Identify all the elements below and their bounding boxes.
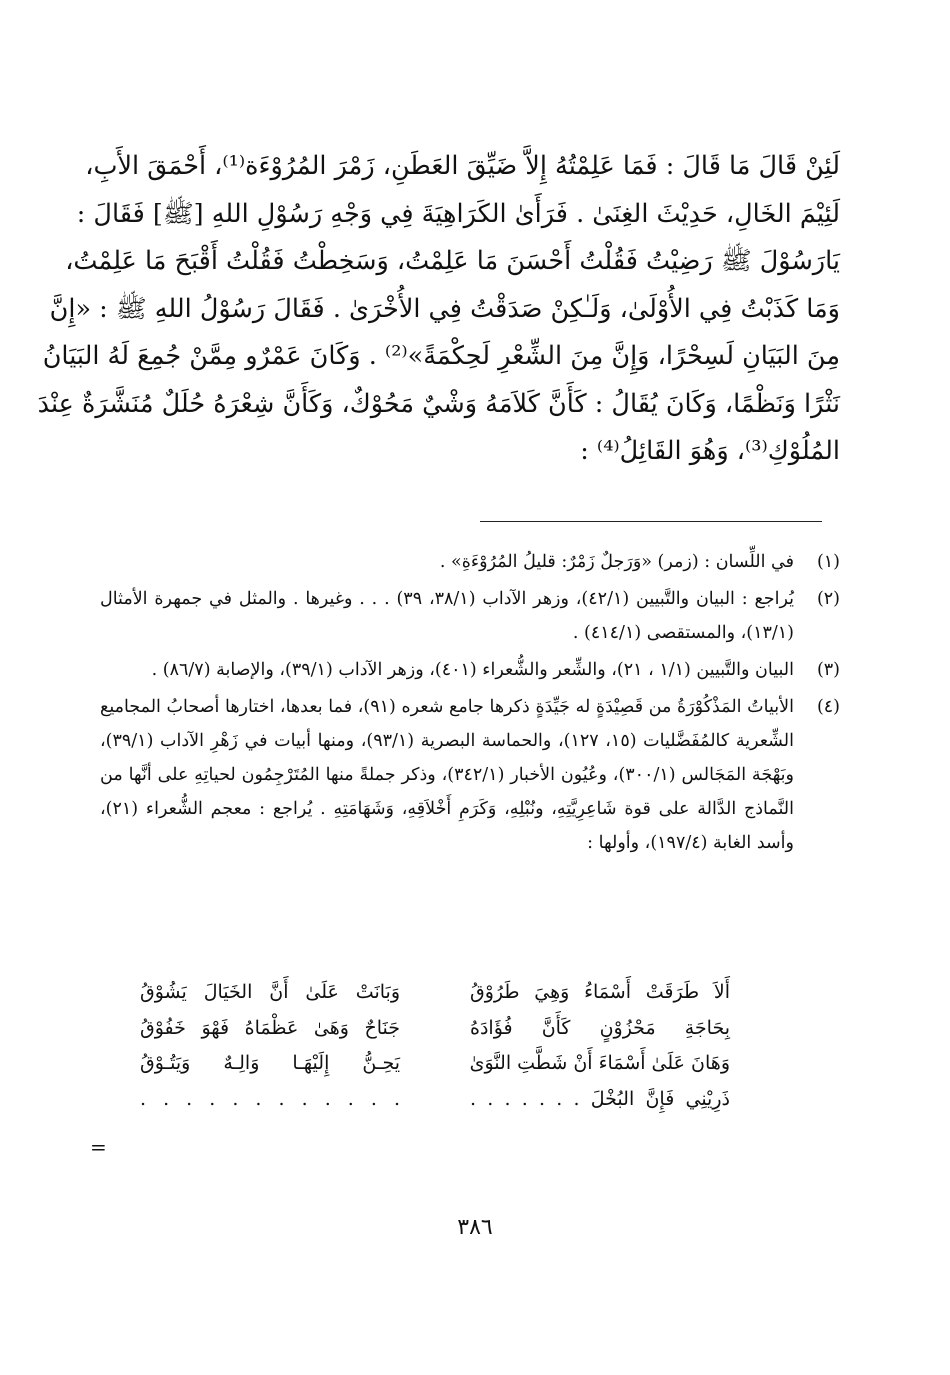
footnote-text: البيان والتَّبيين (١/١ ، ٢١)، والشِّعر والشُّعراء (٤٠١)، وزهر الآداب (٣٩/١)، والإصابة (٨٦/٧) .	[151, 660, 794, 680]
poem-verse	[140, 1011, 730, 1047]
poem-second-hemistich: وَبَانَتْ عَلَىٰ أَنَّ الخَيَالَ يَشُوْقُ	[140, 981, 400, 1003]
footnote-number: (٣)	[816, 660, 840, 680]
poem-verse	[140, 1046, 730, 1082]
main-text-line: لَئِيْمَ الخَالِ، حَدِيْثَ الغِنَىٰ . فَرَأَىٰ الكَرَاهِيَةَ فِي وَجْهِ رَسُوْلِ اللهِ [ﷺ] فَقَالَ :	[76, 198, 840, 229]
footnote	[100, 582, 840, 650]
continuation-mark: =	[90, 1135, 107, 1159]
main-text-line: مِنَ البَيَانِ لَسِحْرًا، وَإِنَّ مِنَ الشِّعْرِ لَحِكْمَةً»⁽²⁾ . وَكَانَ عَمْرٌو مِمَّنْ جُمِعَ لَهُ البَيَانُ	[42, 341, 840, 371]
poem-first-hemistich: وَهَانَ عَلَىٰ أَسْمَاءَ أَنْ شَطَّتِ النَّوَىٰ	[469, 1052, 730, 1074]
poem-first-hemistich: ذَرِيْنِي فَإِنَّ البُخْلَ . . . . . . .	[470, 1087, 730, 1110]
poem-second-hemistich: يَحِـنُّ إِلَيْهَـا وَالِـهٌ وَيَتُـوْقُ	[140, 1052, 400, 1074]
footnote-divider	[480, 521, 822, 522]
footnote-text: الأبياتُ المَذْكُوْرَةُ من قَصِيْدَةٍ له جَيِّدَةٍ ذكرها جامع شعره (٩١)، فما بعدها، اختارها أصحابُ المجاميع الشِّعرية كالمُفَضَّليات (١٥، ١٢٧)، والحماسة البصرية (٩٣/١)، ومنها أبيات في زَهْرِ الآداب (٣٩/١)، وبَهْجَة المَجَالس (٣٠٠/١)، وعُيُون الأخبار (٣٤٢/١)، وذكر جملةً منها المُتَرْجِمُون لحياتِهِ على أنَّها من النَّماذج الدَّالة على قوة شَاعِرِيَّتِهِ، ونُبْلِهِ، وَكَرَمِ أَخْلاَقِهِ، وَشَهَامَتِهِ . يُراجع : معجم الشُّعراء (٢١)، وأسد الغابة (١٩٧/٤)، وأولها :	[100, 697, 795, 853]
footnote-text: يُراجع : البيان والتَّبيين (٤٢/١)، وزهر الآداب (٣٨/١، ٣٩) . . . وغيرها . والمثل في جمهرة الأمثال (١٣/١)، والمستقصى (٤١٤/١) .	[100, 589, 794, 643]
main-text-line: وَمَا كَذَبْتُ فِي الأُوْلَىٰ، وَلَـٰكِنْ صَدَقْتُ فِي الأُخْرَىٰ . فَقَالَ رَسُوْلُ اللهِ ﷺ : «إِنَّ	[49, 293, 840, 324]
footnotes	[100, 545, 840, 863]
footnote-number: (٤)	[816, 697, 840, 717]
main-text-line: المُلُوْكِ⁽³⁾، وَهُوَ القَائِلُ⁽⁴⁾ :	[580, 436, 840, 466]
main-text	[37, 143, 840, 476]
footnote-text: في اللِّسان : (زمر) «وَرَجلٌ زَمْرٌ: قليلُ المُرُوْءَةِ» .	[439, 552, 794, 572]
main-text-line: لَئِنْ قَالَ مَا قَالَ : فَمَا عَلِمْتُهُ إِلاَّ ضَيِّقَ العَطَنِ، زَمْرَ المُرُوْءَة⁽¹⁾، أَحْمَقَ الأَبِ،	[85, 151, 840, 181]
poem-verse	[140, 975, 730, 1011]
poem-second-hemistich: . . . . . . . . . . . .	[140, 1087, 400, 1110]
poem	[140, 975, 730, 1117]
footnote	[100, 653, 840, 687]
footnote	[100, 690, 840, 860]
footnote-number: (٢)	[816, 589, 840, 609]
main-text-line: يَارَسُوْلَ ﷺ رَضِيْتُ فَقُلْتُ أَحْسَنَ مَا عَلِمْتُ، وَسَخِطْتُ فَقُلْتُ أَقْبَحَ مَا عَلِمْتُ،	[65, 246, 840, 276]
poem-first-hemistich: بِحَاجَةِ مَحْزُوْنٍ كَأَنَّ فُؤَادَهُ	[470, 1016, 730, 1039]
poem-first-hemistich: أَلاَ طَرَقَتْ أَسْمَاءُ وَهِيَ طَرُوْقُ	[470, 981, 730, 1003]
page-number: ٣٨٦	[457, 1215, 493, 1240]
footnote	[100, 545, 840, 579]
poem-second-hemistich: جَنَاحٌ وَهَىٰ عَظْمَاهُ فَهْوَ خَفُوْقُ	[140, 1016, 400, 1039]
poem-verse	[140, 1082, 730, 1118]
footnote-number: (١)	[816, 552, 840, 572]
main-text-line: نَثْرًا وَنَظْمًا، وَكَانَ يُقَالُ : كَأَنَّ كَلاَمَهُ وَشْيٌ مَحُوْكٌ، وَكَأَنَّ شِعْرَهُ حُلَلٌ مُنَشَّرَةٌ عِنْدَ	[37, 388, 840, 419]
